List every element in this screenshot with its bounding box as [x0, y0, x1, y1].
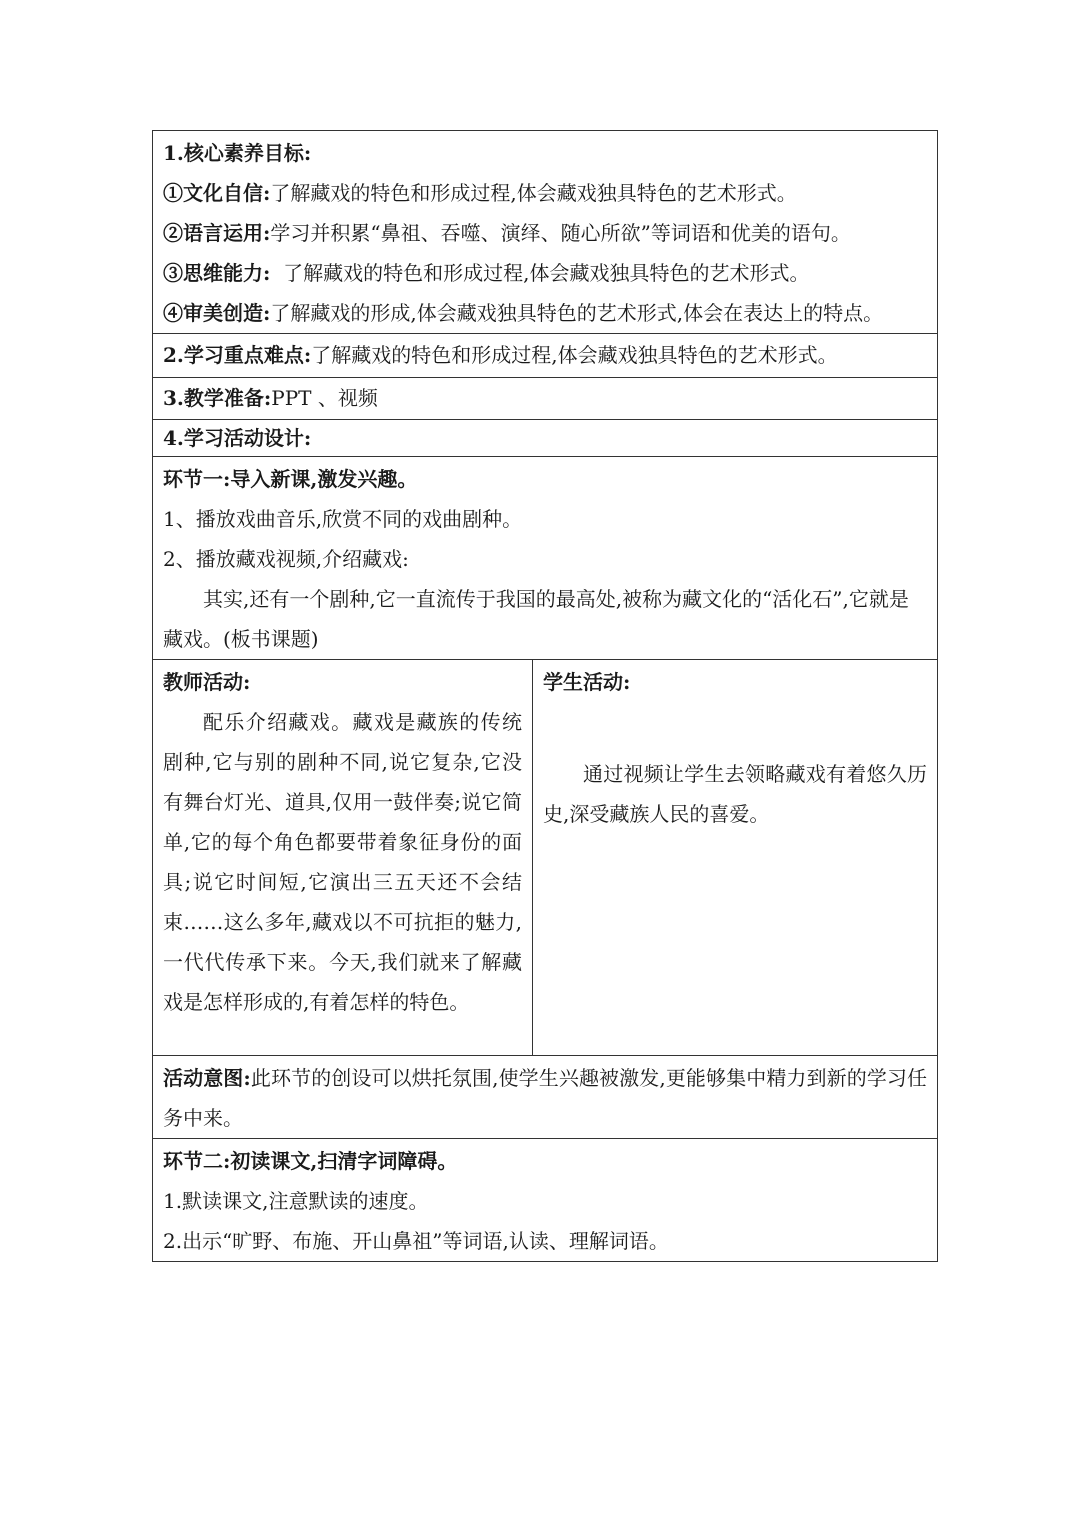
goals-row	[153, 131, 938, 334]
key-points-text: 了解藏戏的特色和形成过程,体会藏戏独具特色的艺术形式。	[311, 343, 838, 367]
intent-label: 活动意图:	[163, 1066, 251, 1090]
teacher-activity-label: 教师活动:	[163, 670, 251, 694]
key-points-row	[153, 334, 938, 378]
goals-cell	[153, 131, 938, 334]
student-activity-cell	[533, 660, 938, 1056]
goal-item: ①文化自信:了解藏戏的特色和形成过程,体会藏戏独具特色的艺术形式。	[163, 181, 797, 205]
student-activity-label: 学生活动:	[543, 670, 631, 694]
design-row	[153, 420, 938, 457]
stage1-cell	[153, 457, 938, 660]
intent-row	[153, 1056, 938, 1139]
stage2-step: 2.出示“旷野、布施、开山鼻祖”等词语,认读、理解词语。	[163, 1229, 669, 1253]
teacher-activity-text: 配乐介绍藏戏。藏戏是藏族的传统剧种,它与别的剧种不同,说它复杂,它没有舞台灯光、道具,仅用一鼓伴奏;说它简单,它的每个角色都要带着象征身份的面具;说它时间短,它演出三五天还不会结束……这么多年,藏戏以不可抗拒的魅力,一代代传承下来。今天,我们就来了解藏戏是怎样形成的,有着怎样的特色。	[163, 710, 522, 1014]
prep-text: PPT 、视频	[271, 386, 378, 410]
stage1-row	[153, 457, 938, 660]
design-label: 4.学习活动设计:	[163, 426, 312, 450]
stage2-cell	[153, 1139, 938, 1262]
stage2-step: 1.默读课文,注意默读的速度。	[163, 1189, 429, 1213]
prep-label: 3.教学准备:	[163, 386, 272, 410]
intent-block	[163, 1058, 927, 1138]
goal-item: ②语言运用:学习并积累“鼻祖、吞噬、演绎、随心所欲”等词语和优美的语句。	[163, 221, 851, 245]
stage2-title: 环节二:初读课文,扫清字词障碍。	[163, 1149, 458, 1173]
goals-heading: 1.核心素养目标:	[163, 141, 312, 165]
goal-item: ④审美创造:了解藏戏的形成,体会藏戏独具特色的艺术形式,体会在表达上的特点。	[163, 301, 884, 325]
prep-row	[153, 378, 938, 420]
activities-row	[153, 660, 938, 1056]
stage1-paragraph: 其实,还有一个剧种,它一直流传于我国的最高处,被称为藏文化的“活化石”,它就是藏戏。(板书课题)	[163, 587, 909, 651]
teacher-activity-cell	[153, 660, 533, 1056]
stage1-step: 2、播放藏戏视频,介绍藏戏:	[163, 547, 409, 571]
lesson-plan-table	[152, 130, 938, 1262]
key-points-label: 2.学习重点难点:	[163, 343, 312, 367]
stage1-step: 1、播放戏曲音乐,欣赏不同的戏曲剧种。	[163, 507, 523, 531]
goal-item: ③思维能力: 了解藏戏的特色和形成过程,体会藏戏独具特色的艺术形式。	[163, 261, 810, 285]
student-activity-text: 通过视频让学生去领略藏戏有着悠久历史,深受藏族人民的喜爱。	[543, 762, 928, 826]
stage1-title: 环节一:导入新课,激发兴趣。	[163, 467, 418, 491]
stage2-row	[153, 1139, 938, 1262]
intent-text: 此环节的创设可以烘托氛围,使学生兴趣被激发,更能够集中精力到新的学习任务中来。	[163, 1066, 928, 1130]
